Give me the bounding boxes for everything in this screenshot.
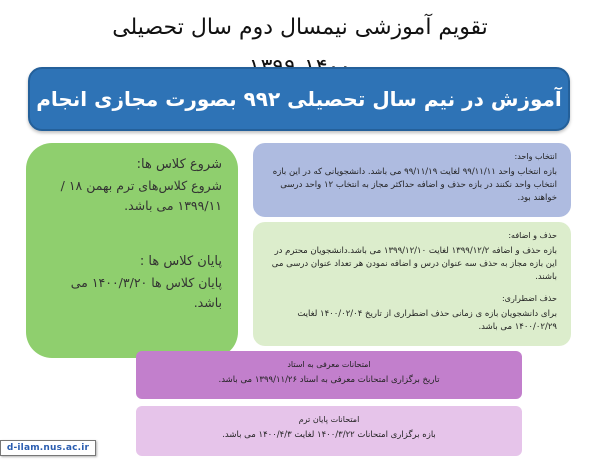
final-exam-text: بازه برگزاری امتحانات ۱۴۰۰/۳/۲۲ لغایت ۱۴۰۰/۴/۳ می باشد. bbox=[222, 430, 436, 440]
intro-exam-text: تاریخ برگزاری امتحانات معرفی به استاد ۱۳۹۹/۱۱/۲۶ می باشد. bbox=[218, 375, 440, 385]
final-exam-heading: امتحانات پایان ترم bbox=[298, 415, 360, 424]
emergency-drop-text: برای دانشجویان بازه ی زمانی حذف اضطراری از تاریخ ۱۴۰۰/۰۲/۰۴ لغایت ۱۴۰۰/۰۲/۲۹ می باشد. bbox=[297, 309, 557, 332]
emergency-drop-heading: حذف اضطراری: bbox=[501, 294, 557, 303]
add-drop-card bbox=[253, 222, 571, 346]
course-selection-text: بازه انتخاب واحد ۹۹/۱۱/۱۱ لغایت ۹۹/۱۱/۱۹ می باشد. دانشجویانی که در این بازه انتخاب واحد نکنند در بازه حذف و اضافه حداکثر مجاز به انتخاب ۱۲ واحد درسی خواهند بود. bbox=[272, 167, 557, 203]
class-start-text: شروع کلاس‌های ترم بهمن ۱۸ /۱۳۹۹/۱۱ می باشد. bbox=[60, 178, 222, 213]
course-selection-heading: انتخاب واحد: bbox=[514, 152, 557, 161]
add-drop-heading: حذف و اضافه: bbox=[508, 231, 557, 240]
page-title: تقویم آموزشی نیمسال دوم سال تحصیلی bbox=[112, 15, 488, 40]
course-selection-card bbox=[253, 143, 571, 217]
intro-exam-heading: امتحانات معرفی به استاد bbox=[287, 360, 371, 369]
class-end-text: پایان کلاس ها ۱۴۰۰/۳/۲۰ می باشد. bbox=[70, 275, 222, 310]
class-start-heading: شروع کلاس ها: bbox=[136, 157, 222, 172]
site-watermark: d-ilam.nus.ac.ir bbox=[0, 440, 96, 456]
announcement-banner: آموزش در نیم سال تحصیلی ۹۹۲ بصورت مجازی انجام bbox=[28, 67, 570, 131]
final-exam-card bbox=[136, 406, 522, 456]
class-dates-card bbox=[26, 143, 238, 358]
class-end-heading: پایان کلاس ها : bbox=[139, 254, 222, 269]
intro-exam-card bbox=[136, 351, 522, 399]
add-drop-text: بازه حذف و اضافه ۱۳۹۹/۱۲/۲ لغایت ۱۳۹۹/۱۲/۱۰ می باشد.دانشجویان محترم در این بازه مجاز به حذف سه عنوان درس و اضافه نمودن هر تعداد عنوان درسی می باشند. bbox=[271, 246, 557, 282]
